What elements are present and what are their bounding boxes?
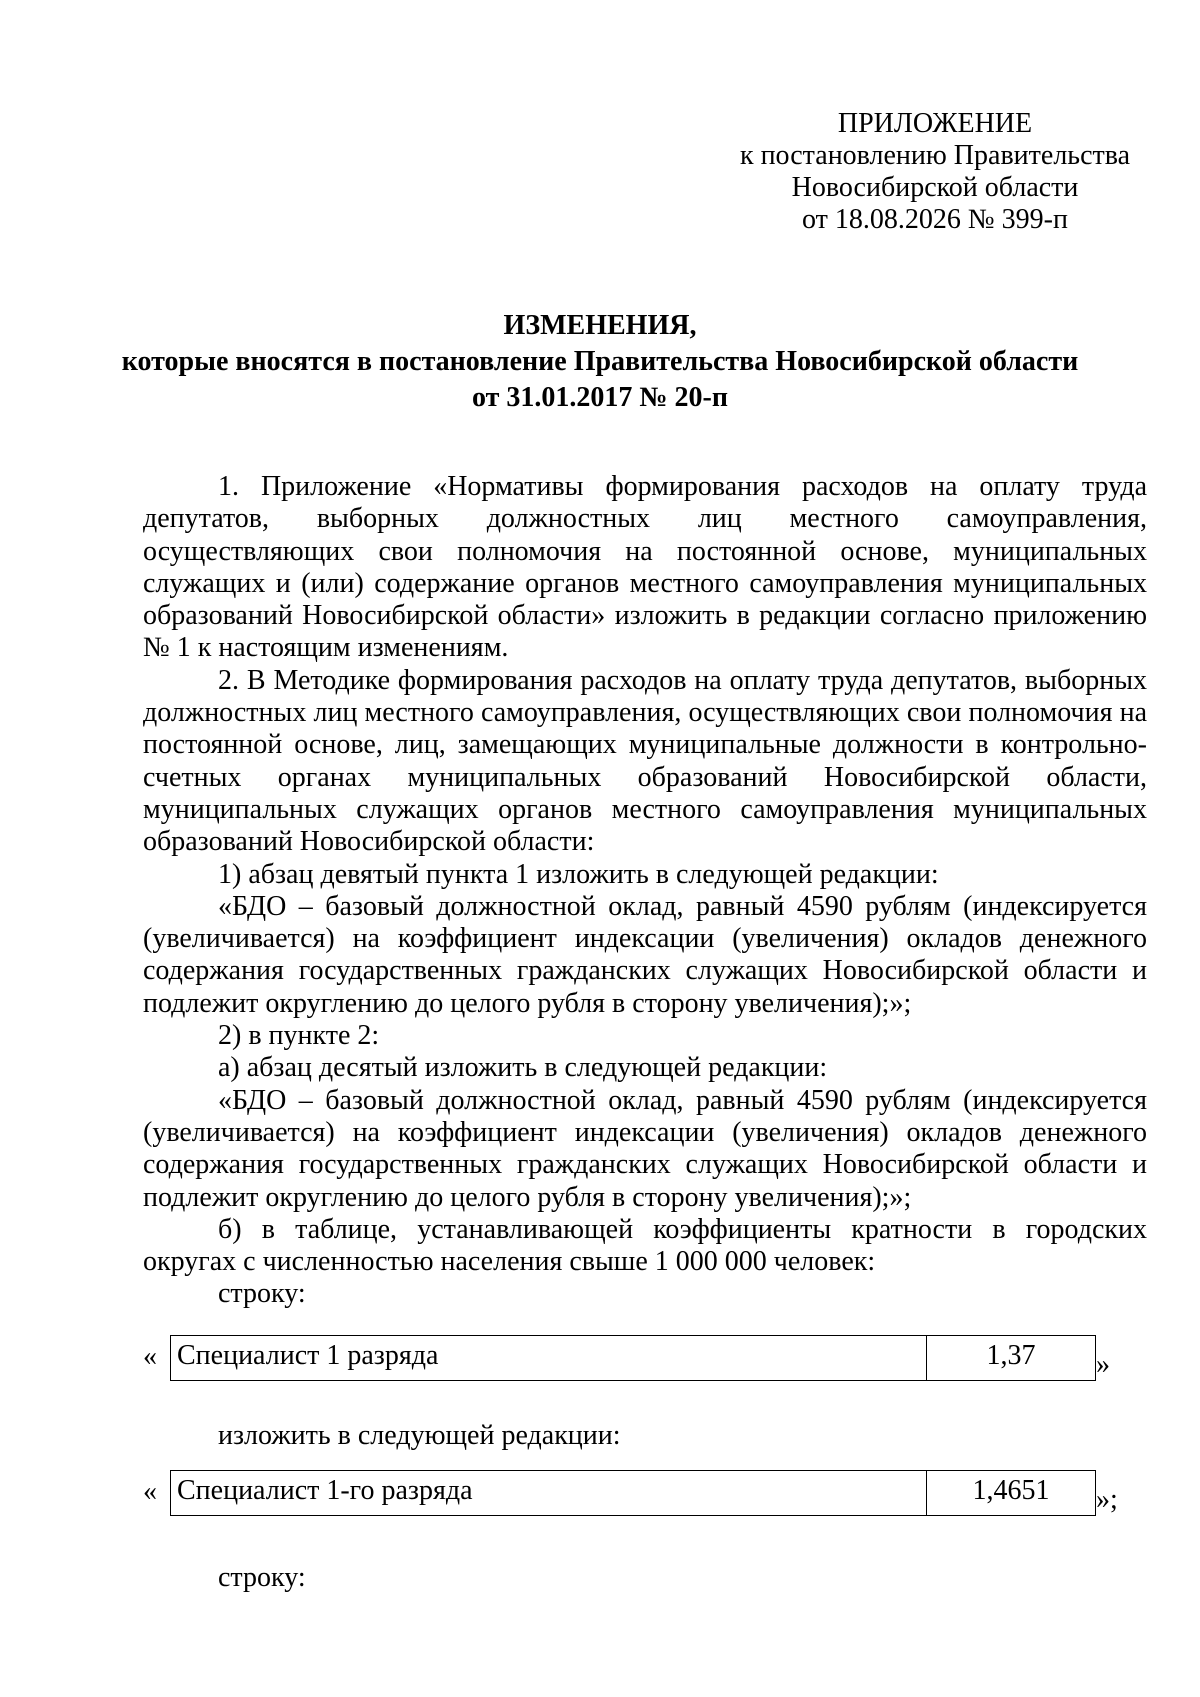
close-quote: »; — [1096, 1484, 1118, 1515]
position-cell: Специалист 1 разряда — [171, 1336, 927, 1380]
table — [170, 1335, 1096, 1381]
trailing-text: строку: — [218, 1562, 306, 1593]
paragraph-6: а) абзац десятый изложить в следующей редакции: — [218, 1052, 828, 1084]
coefficient-cell: 1,4651 — [972, 1475, 1050, 1506]
appendix-line-3: от 18.08.2026 № 399-п — [802, 204, 1068, 235]
table-row-old — [143, 1335, 1147, 1381]
position-cell: Специалист 1-го разряда — [171, 1471, 927, 1515]
paragraph-1: 1. Приложение «Нормативы формирования расходов на оплату труда депутатов, выборных должностных лиц местного самоуправления, осуществляющих свои полномочия на постоянной основе, муниципальных служащих и (или) содержание органов местного самоуправления муниципальных образований Новосибирской области» изложить в редакции согласно приложению № 1 к настоящим изменениям. — [143, 471, 1147, 664]
paragraph-8: б) в таблице, устанавливающей коэффициенты кратности в городских округах с численностью населения свыше 1 000 000 человек: — [143, 1213, 1147, 1278]
paragraph-9: строку: — [218, 1278, 306, 1310]
open-quote: « — [143, 1476, 157, 1507]
close-quote: » — [1096, 1349, 1110, 1380]
heading-reference: от 31.01.2017 № 20-п — [472, 382, 728, 413]
heading-subtitle: которые вносятся в постановление Правительства Новосибирской области — [121, 346, 1079, 377]
table-row-new — [143, 1470, 1147, 1516]
paragraph-2: 2. В Методике формирования расходов на оплату труда депутатов, выборных должностных лиц местного самоуправления, осуществляющих свои полномочия на постоянной основе, лиц, замещающих муниципальные должности в контрольно-счетных органах муниципальных образований Новосибирской области, муниципальных служащих органов местного самоуправления муниципальных образований Новосибирской области: — [143, 664, 1147, 858]
appendix-line-2: Новосибирской области — [791, 172, 1079, 203]
appendix-block — [700, 108, 1170, 236]
paragraph-3: 1) абзац девятый пункта 1 изложить в следующей редакции: — [218, 858, 939, 890]
document-body — [143, 471, 1147, 1311]
appendix-title: ПРИЛОЖЕНИЕ — [837, 108, 1033, 139]
paragraph-5: 2) в пункте 2: — [218, 1020, 380, 1052]
paragraph-7: «БДО – базовый должностной оклад, равный 4590 рублям (индексируется (увеличивается) на коэффициент индексации (увеличения) окладов денежного содержания государственных гражданских служащих Новосибирской области и подлежит округлению до целого рубля в сторону увеличения);»; — [143, 1084, 1147, 1213]
appendix-line-1: к постановлению Правительства — [739, 140, 1131, 171]
document-heading — [60, 308, 1140, 416]
open-quote: « — [143, 1341, 157, 1372]
instruction-text: изложить в следующей редакции: — [218, 1420, 621, 1451]
table — [170, 1470, 1096, 1516]
heading-title: ИЗМЕНЕНИЯ, — [503, 310, 697, 341]
paragraph-4: «БДО – базовый должностной оклад, равный 4590 рублям (индексируется (увеличивается) на коэффициент индексации (увеличения) окладов денежного содержания государственных гражданских служащих Новосибирской области и подлежит округлению до целого рубля в сторону увеличения);»; — [143, 890, 1147, 1019]
coefficient-cell: 1,37 — [986, 1340, 1036, 1371]
